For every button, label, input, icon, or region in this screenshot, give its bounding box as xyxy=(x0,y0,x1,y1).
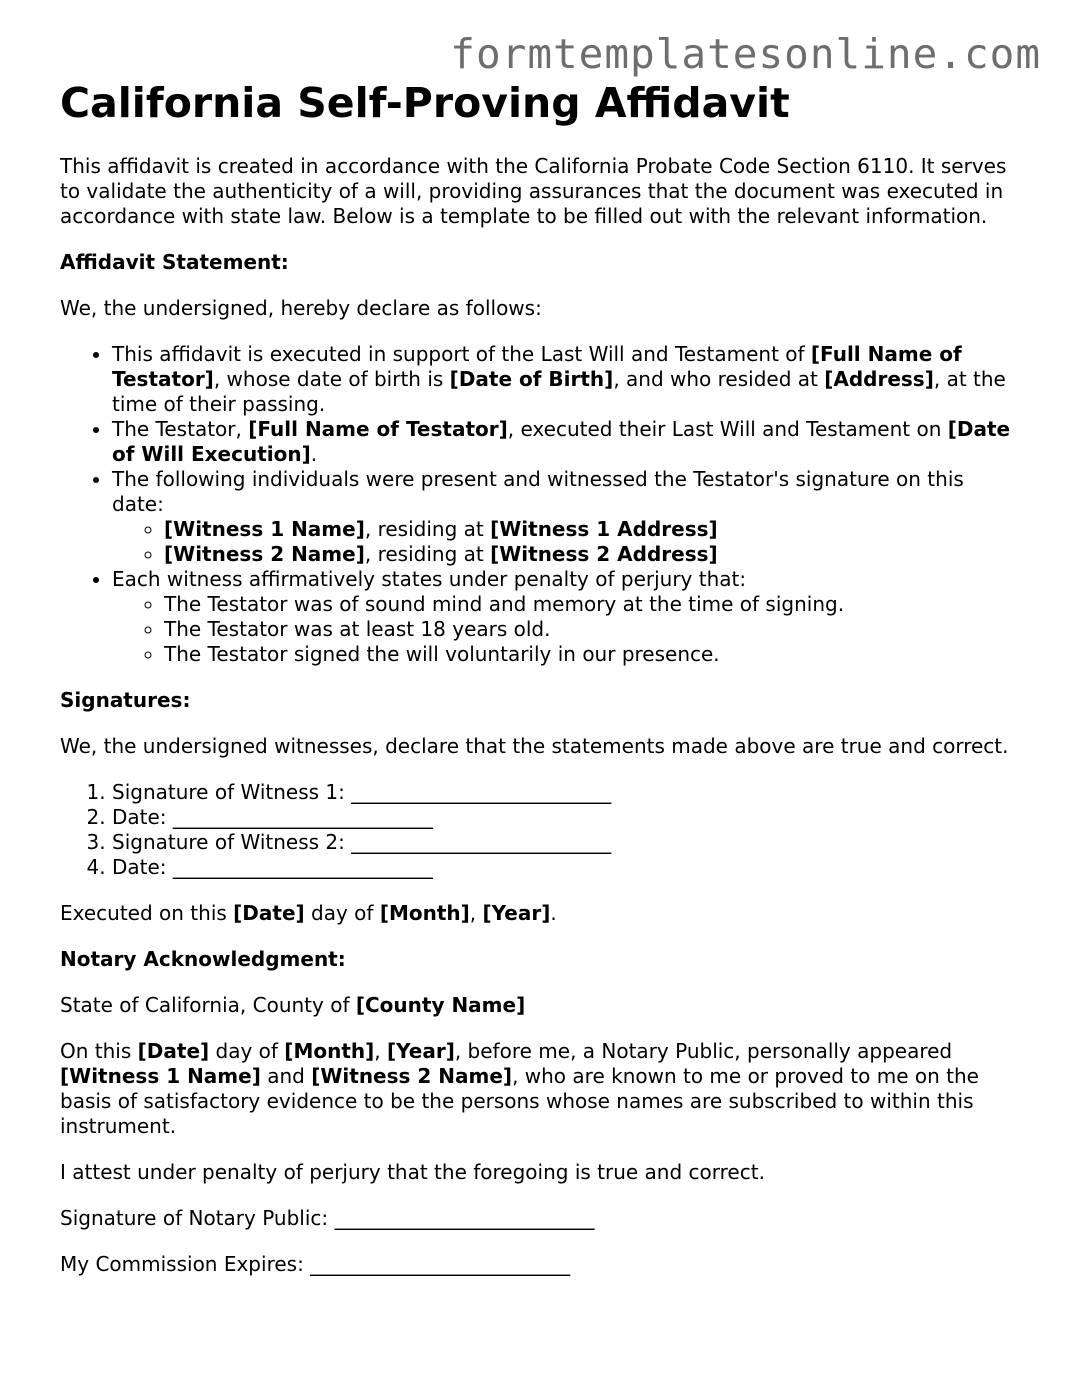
placeholder-month: [Month] xyxy=(379,901,470,925)
placeholder-date-of-birth: [Date of Birth] xyxy=(449,367,614,391)
text-fragment: , xyxy=(469,901,483,925)
witness-list xyxy=(112,517,1020,567)
placeholder-witness-2-name: [Witness 2 Name] xyxy=(164,542,365,566)
text-fragment: The following individuals were present and witnessed the Testator's signature on this date: xyxy=(112,467,964,516)
placeholder-county-name: [County Name] xyxy=(355,993,526,1017)
placeholder-will-execution-date: [Date of Will Execution] xyxy=(112,417,1011,466)
text-fragment: The Testator, xyxy=(112,417,249,441)
placeholder-witness-1-name: [Witness 1 Name] xyxy=(60,1064,261,1088)
text-fragment: , who are known to me or proved to me on the basis of satisfactory evidence to be the persons whose names are subscribed to within this instrument. xyxy=(60,1064,979,1138)
affirmation-item: ◦ The Testator was at least 18 years old. xyxy=(164,617,1020,642)
notary-state-county xyxy=(60,993,1020,1018)
text-fragment: , and who resided at xyxy=(613,367,825,391)
witness-1-item xyxy=(164,517,1020,542)
placeholder-date: [Date] xyxy=(233,901,305,925)
text-fragment: Executed on this xyxy=(60,901,234,925)
placeholder-month: [Month] xyxy=(284,1039,375,1063)
notary-signature-line[interactable]: Signature of Notary Public: __________________________ xyxy=(60,1206,595,1230)
placeholder-witness-2-address: [Witness 2 Address] xyxy=(490,542,718,566)
signature-line-witness-1[interactable]: 1. Signature of Witness 1: __________________________ xyxy=(112,780,1020,805)
signatures-declaration: We, the undersigned witnesses, declare that the statements made above are true and correct. xyxy=(60,734,1009,758)
affirmation-list xyxy=(112,592,1020,667)
text-fragment: This affidavit is executed in support of the Last Will and Testament of xyxy=(112,342,811,366)
placeholder-witness-1-address: [Witness 1 Address] xyxy=(490,517,718,541)
placeholder-date: [Date] xyxy=(137,1039,210,1063)
affidavit-item-execution xyxy=(112,417,1020,467)
watermark: formtemplatesonline.com xyxy=(450,30,1041,78)
affidavit-item-affirmations xyxy=(112,567,1020,667)
affirmation-item: ◦ The Testator was of sound mind and memory at the time of signing. xyxy=(164,592,1020,617)
affidavit-item-witnesses xyxy=(112,467,1020,567)
affidavit-heading: Affidavit Statement: xyxy=(60,250,289,274)
text-fragment: , residing at xyxy=(364,517,491,541)
affirmation-item: ◦ The Testator signed the will voluntarily in our presence. xyxy=(164,642,1020,667)
text-fragment: . xyxy=(550,901,557,925)
text-fragment: , before me, a Notary Public, personally appeared xyxy=(454,1039,953,1063)
signature-line-witness-2[interactable]: 3. Signature of Witness 2: __________________________ xyxy=(112,830,1020,855)
date-line-witness-2[interactable]: 4. Date: __________________________ xyxy=(112,855,1020,880)
text-fragment: , executed their Last Will and Testament on xyxy=(507,417,948,441)
placeholder-witness-2-name: [Witness 2 Name] xyxy=(311,1064,513,1088)
notary-body xyxy=(60,1039,1020,1139)
text-fragment: On this xyxy=(60,1039,138,1063)
text-fragment: State of California, County of xyxy=(60,993,356,1017)
document-page xyxy=(60,80,1020,1298)
page-title: California Self-Proving Affidavit xyxy=(60,79,790,127)
text-fragment: Each witness affirmatively states under penalty of perjury that: xyxy=(112,567,747,591)
signature-list xyxy=(60,780,1020,880)
affidavit-declaration: We, the undersigned, hereby declare as follows: xyxy=(60,296,542,320)
date-line-witness-1[interactable]: 2. Date: __________________________ xyxy=(112,805,1020,830)
placeholder-address: [Address] xyxy=(824,367,934,391)
affidavit-list xyxy=(60,342,1020,667)
text-fragment: , xyxy=(374,1039,387,1063)
text-fragment: and xyxy=(260,1064,312,1088)
placeholder-year: [Year] xyxy=(482,901,551,925)
signatures-heading: Signatures: xyxy=(60,688,191,712)
text-fragment: day of xyxy=(304,901,380,925)
placeholder-testator-name: [Full Name of Testator] xyxy=(248,417,508,441)
intro-paragraph: This affidavit is created in accordance with the California Probate Code Section 6110. It serves to validate the authenticity of a will, providing assurances that the document was executed in accordance with state law. Below is a template to be filled out with the relevant information. xyxy=(60,154,1007,228)
text-fragment: . xyxy=(310,442,318,466)
placeholder-testator-name: [Full Name of Testator] xyxy=(112,342,962,391)
text-fragment: day of xyxy=(209,1039,285,1063)
witness-2-item xyxy=(164,542,1020,567)
notary-heading: Notary Acknowledgment: xyxy=(60,947,346,971)
affidavit-item-testator xyxy=(112,342,1020,417)
text-fragment: , residing at xyxy=(364,542,491,566)
executed-on-line xyxy=(60,901,1020,926)
placeholder-witness-1-name: [Witness 1 Name] xyxy=(164,517,365,541)
notary-attestation: I attest under penalty of perjury that the foregoing is true and correct. xyxy=(60,1160,765,1184)
text-fragment: , at the time of their passing. xyxy=(112,367,1006,416)
placeholder-year: [Year] xyxy=(386,1039,455,1063)
text-fragment: , whose date of birth is xyxy=(213,367,450,391)
commission-expires-line[interactable]: My Commission Expires: __________________________ xyxy=(60,1252,571,1276)
